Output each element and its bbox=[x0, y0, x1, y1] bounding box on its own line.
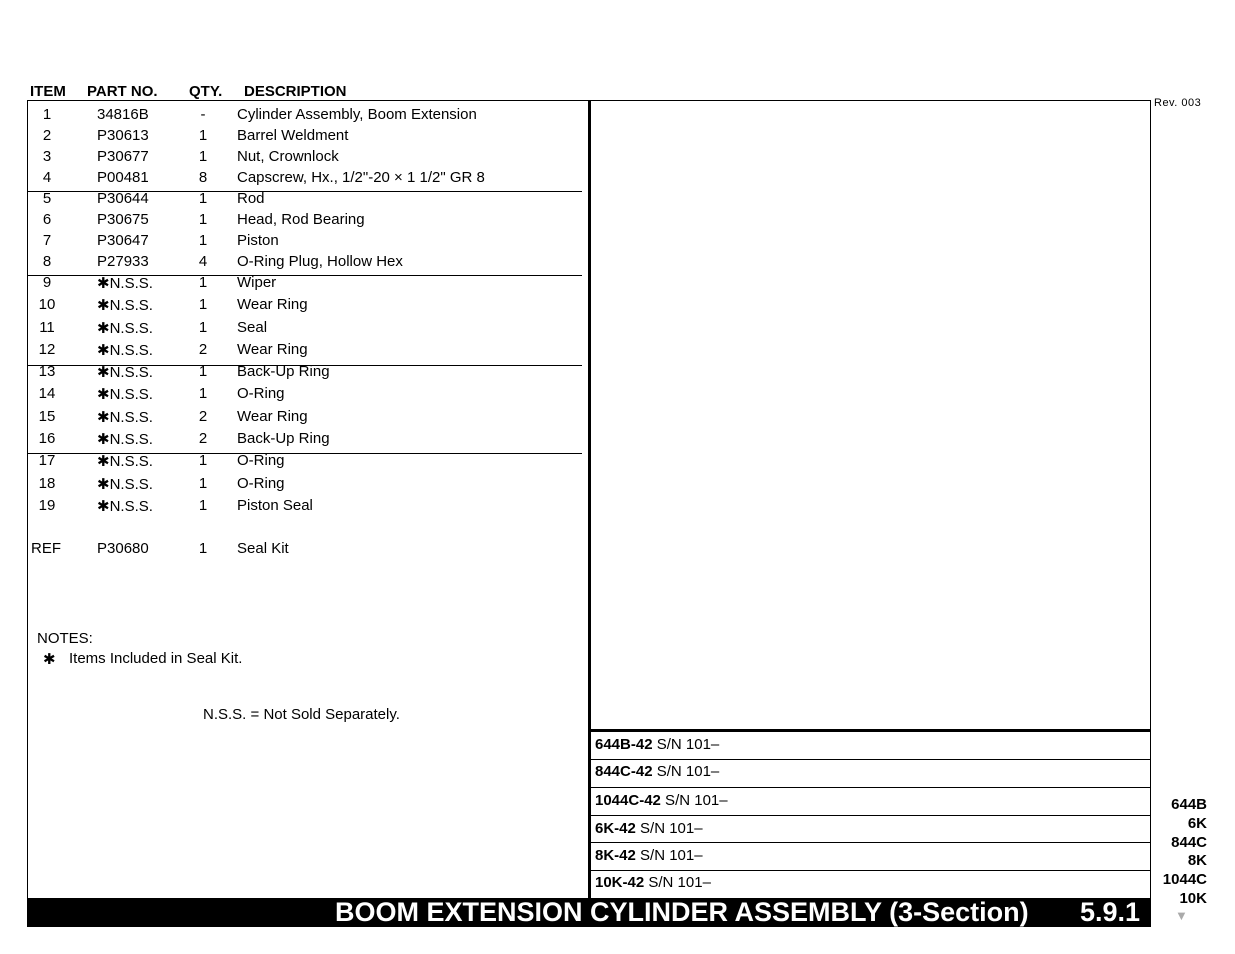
serial-range: S/N 101– bbox=[652, 736, 720, 753]
header-description: DESCRIPTION bbox=[244, 83, 347, 100]
table-row bbox=[28, 339, 588, 360]
item-number: 11 bbox=[39, 319, 55, 336]
item-number: 5 bbox=[42, 190, 52, 207]
part-number: ✱N.S.S. bbox=[97, 476, 153, 493]
description: Piston bbox=[237, 232, 279, 249]
model-serial-row bbox=[595, 792, 728, 809]
table-row bbox=[28, 473, 588, 494]
item-number: 6 bbox=[42, 211, 52, 228]
header-item: ITEM bbox=[30, 83, 66, 100]
serial-range: S/N 101– bbox=[652, 763, 720, 780]
part-number: ✱N.S.S. bbox=[97, 498, 153, 515]
serial-range: S/N 101– bbox=[635, 847, 703, 864]
side-model-label: 10K bbox=[1179, 890, 1207, 907]
down-arrow-icon: ▼ bbox=[1175, 908, 1188, 923]
column-divider bbox=[588, 100, 591, 898]
part-number: P30613 bbox=[97, 127, 149, 144]
part-number: ✱N.S.S. bbox=[97, 275, 153, 292]
serial-range: S/N 101– bbox=[635, 820, 703, 837]
model-name: 6K-42 bbox=[595, 820, 636, 837]
item-number: 16 bbox=[38, 430, 56, 447]
asterisk-icon: ✱ bbox=[43, 651, 56, 668]
model-block-top-rule bbox=[591, 729, 1150, 732]
serial-range: S/N 101– bbox=[660, 792, 728, 809]
quantity: 1 bbox=[198, 497, 208, 514]
note-seal-kit: Items Included in Seal Kit. bbox=[69, 650, 243, 667]
part-number: P30644 bbox=[97, 190, 149, 207]
quantity: 1 bbox=[198, 127, 208, 144]
quantity: 1 bbox=[198, 363, 208, 380]
part-number: P30677 bbox=[97, 148, 149, 165]
table-row bbox=[28, 272, 588, 293]
quantity: 1 bbox=[198, 296, 208, 313]
part-number: 34816B bbox=[97, 106, 149, 123]
side-model-label: 644B bbox=[1171, 796, 1207, 813]
model-divider bbox=[591, 815, 1150, 816]
description: Rod bbox=[237, 190, 265, 207]
table-row bbox=[28, 428, 588, 449]
model-name: 1044C-42 bbox=[595, 792, 661, 809]
quantity: 1 bbox=[198, 232, 208, 249]
description: Back-Up Ring bbox=[237, 363, 330, 380]
model-name: 8K-42 bbox=[595, 847, 636, 864]
quantity: 2 bbox=[198, 430, 208, 447]
item-number: 15 bbox=[38, 408, 56, 425]
description: Piston Seal bbox=[237, 497, 313, 514]
model-serial-row bbox=[595, 736, 719, 753]
quantity: 1 bbox=[198, 148, 208, 165]
item-number: 4 bbox=[42, 169, 52, 186]
table-row bbox=[28, 188, 588, 209]
quantity: 8 bbox=[198, 169, 208, 186]
model-divider bbox=[591, 842, 1150, 843]
model-name: 10K-42 bbox=[595, 874, 645, 891]
header-qty: QTY. bbox=[189, 83, 223, 100]
quantity: 1 bbox=[198, 475, 208, 492]
part-number: ✱N.S.S. bbox=[97, 386, 153, 403]
description: Barrel Weldment bbox=[237, 127, 349, 144]
side-model-label: 6K bbox=[1187, 815, 1207, 832]
description: Capscrew, Hx., 1/2"-20 × 1 1/2" GR 8 bbox=[237, 169, 485, 186]
table-row bbox=[28, 294, 588, 315]
side-model-label: 1044C bbox=[1162, 871, 1207, 888]
item-number: 12 bbox=[38, 341, 56, 358]
notes-heading: NOTES: bbox=[37, 630, 93, 647]
description: Seal Kit bbox=[237, 540, 289, 557]
part-number: ✱N.S.S. bbox=[97, 320, 153, 337]
part-number: P00481 bbox=[97, 169, 149, 186]
quantity: 1 bbox=[198, 190, 208, 207]
item-number: 19 bbox=[38, 497, 56, 514]
table-row bbox=[28, 167, 588, 188]
title-bar bbox=[28, 898, 1150, 927]
part-number: P30680 bbox=[97, 540, 149, 557]
quantity: 1 bbox=[198, 319, 208, 336]
model-serial-row bbox=[595, 847, 703, 864]
page-title: BOOM EXTENSION CYLINDER ASSEMBLY (3-Section) bbox=[335, 897, 1029, 927]
quantity: 1 bbox=[198, 540, 208, 557]
description: Seal bbox=[237, 319, 268, 336]
quantity: - bbox=[200, 106, 206, 123]
table-row bbox=[28, 406, 588, 427]
item-number: 3 bbox=[42, 148, 52, 165]
model-divider bbox=[591, 759, 1150, 760]
quantity: 1 bbox=[198, 452, 208, 469]
description: Wear Ring bbox=[237, 341, 308, 358]
note-nss: N.S.S. = Not Sold Separately. bbox=[203, 706, 400, 723]
description: Back-Up Ring bbox=[237, 430, 330, 447]
part-number: ✱N.S.S. bbox=[97, 453, 153, 470]
quantity: 1 bbox=[198, 385, 208, 402]
table-row bbox=[28, 104, 588, 125]
description: Wiper bbox=[237, 274, 277, 291]
model-divider bbox=[591, 870, 1150, 871]
item-number: 2 bbox=[42, 127, 52, 144]
side-model-label: 8K bbox=[1187, 852, 1207, 869]
part-number: ✱N.S.S. bbox=[97, 297, 153, 314]
table-row bbox=[28, 495, 588, 516]
model-serial-row bbox=[595, 874, 711, 891]
item-number: 13 bbox=[38, 363, 56, 380]
header-part-no: PART NO. bbox=[87, 83, 158, 100]
description: Head, Rod Bearing bbox=[237, 211, 365, 228]
quantity: 1 bbox=[198, 211, 208, 228]
table-row bbox=[28, 361, 588, 382]
description: Cylinder Assembly, Boom Extension bbox=[237, 106, 477, 123]
part-number: ✱N.S.S. bbox=[97, 431, 153, 448]
table-row bbox=[28, 450, 588, 471]
model-serial-row bbox=[595, 820, 703, 837]
description: Wear Ring bbox=[237, 408, 308, 425]
item-number: 18 bbox=[38, 475, 56, 492]
seal-kit-row bbox=[28, 538, 588, 559]
table-row bbox=[28, 383, 588, 404]
item-number: 17 bbox=[38, 452, 56, 469]
description: O-Ring bbox=[237, 475, 285, 492]
description: Wear Ring bbox=[237, 296, 308, 313]
table-row bbox=[28, 125, 588, 146]
model-name: 844C-42 bbox=[595, 763, 653, 780]
part-number: ✱N.S.S. bbox=[97, 409, 153, 426]
item-number: 14 bbox=[38, 385, 56, 402]
quantity: 2 bbox=[198, 341, 208, 358]
item-number: 1 bbox=[42, 106, 52, 123]
table-row bbox=[28, 230, 588, 251]
item-number: 10 bbox=[38, 296, 56, 313]
quantity: 2 bbox=[198, 408, 208, 425]
model-divider bbox=[591, 787, 1150, 788]
item-number: 8 bbox=[42, 253, 52, 270]
item-number: 9 bbox=[42, 274, 52, 291]
description: O-Ring bbox=[237, 385, 285, 402]
part-number: P30647 bbox=[97, 232, 149, 249]
item-number: 7 bbox=[42, 232, 52, 249]
part-number: P27933 bbox=[97, 253, 149, 270]
model-serial-row bbox=[595, 763, 719, 780]
quantity: 4 bbox=[198, 253, 208, 270]
table-row bbox=[28, 146, 588, 167]
description: Nut, Crownlock bbox=[237, 148, 339, 165]
part-number: ✱N.S.S. bbox=[97, 364, 153, 381]
revision-label: Rev. 003 bbox=[1154, 97, 1202, 109]
quantity: 1 bbox=[198, 274, 208, 291]
table-row bbox=[28, 209, 588, 230]
section-number: 5.9.1 bbox=[1079, 897, 1140, 927]
part-number: ✱N.S.S. bbox=[97, 342, 153, 359]
item-number: REF bbox=[31, 540, 61, 557]
serial-range: S/N 101– bbox=[644, 874, 711, 891]
description: O-Ring bbox=[237, 452, 285, 469]
table-row bbox=[28, 251, 588, 272]
part-number: P30675 bbox=[97, 211, 149, 228]
model-name: 644B-42 bbox=[595, 736, 653, 753]
side-model-label: 844C bbox=[1171, 834, 1207, 851]
description: O-Ring Plug, Hollow Hex bbox=[237, 253, 403, 270]
table-row bbox=[28, 317, 588, 338]
